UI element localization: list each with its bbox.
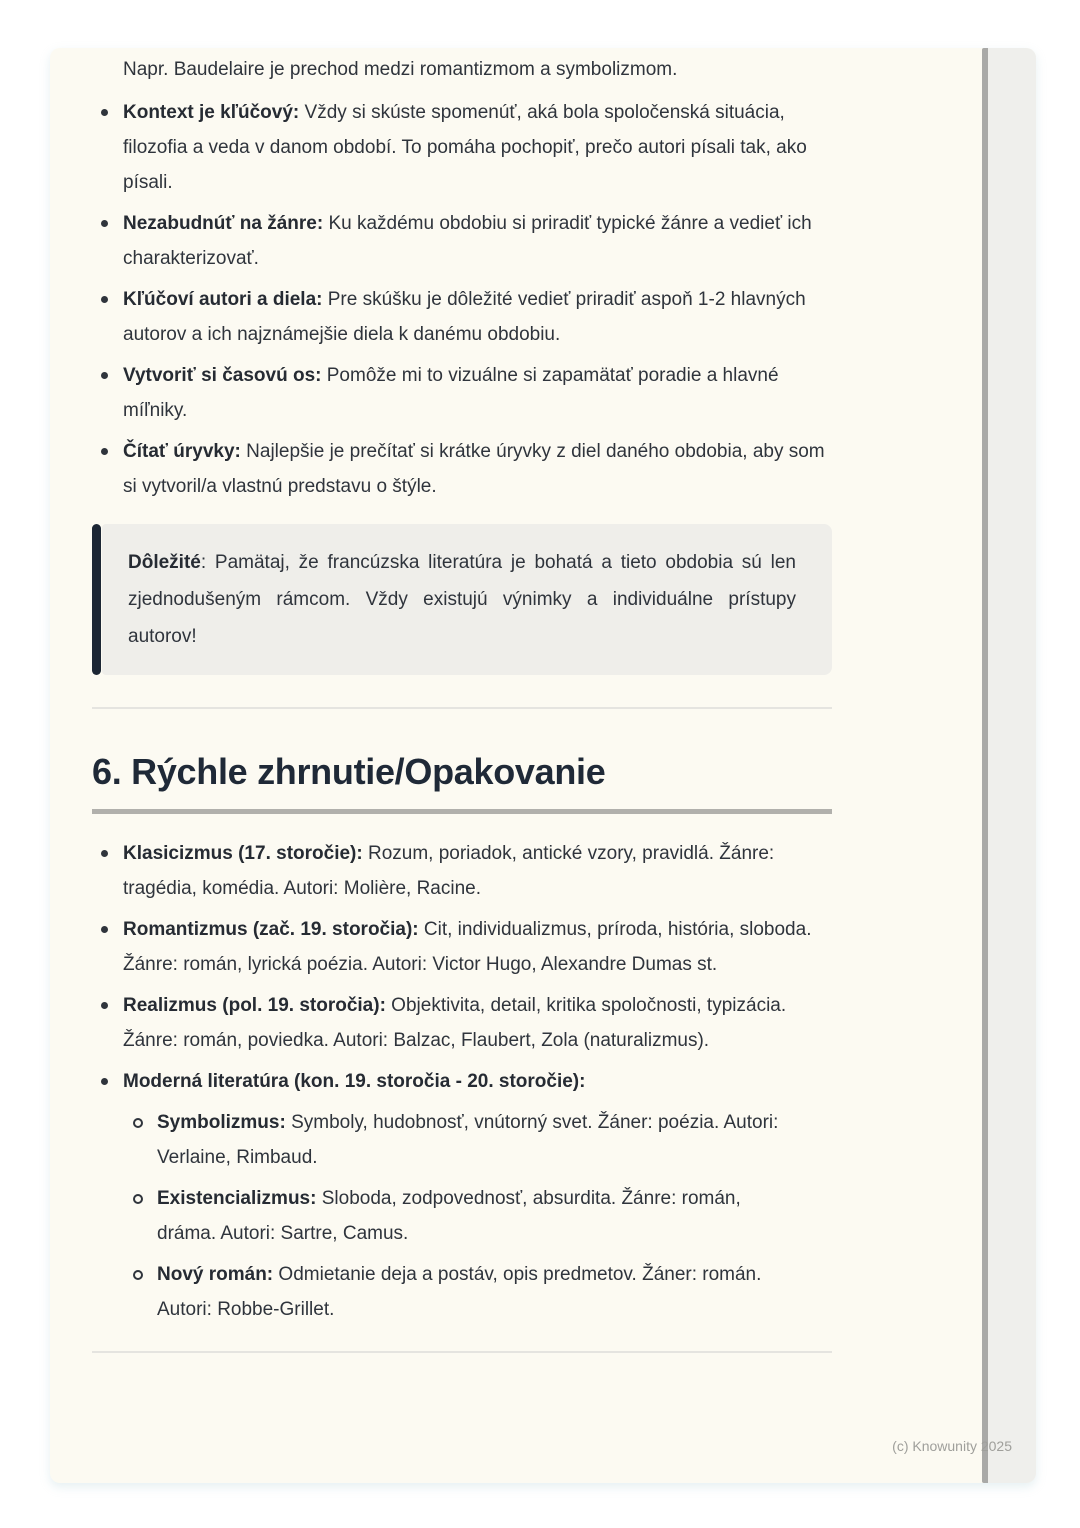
- item-label: Symbolizmus:: [157, 1112, 286, 1133]
- bullet-dot-icon: [101, 850, 108, 857]
- document-page: [50, 48, 1036, 1483]
- list-item-paragraph: [123, 434, 832, 504]
- bullet-circle-icon: [133, 1194, 143, 1204]
- list-item: [92, 282, 832, 352]
- item-label: Klasicizmus (17. storočie):: [123, 843, 363, 864]
- item-label: Kontext je kľúčový:: [123, 102, 300, 123]
- bullet-dot-icon: [101, 926, 108, 933]
- item-label: Čítať úryvky:: [123, 441, 241, 462]
- list-item-paragraph: [123, 1064, 832, 1099]
- list-item: [92, 95, 832, 200]
- callout-body: [102, 524, 832, 675]
- sub-list-item: [123, 1105, 832, 1175]
- list-item-paragraph: [123, 836, 832, 906]
- item-label: Nový román:: [157, 1264, 274, 1285]
- item-label: Moderná literatúra (kon. 19. storočia - 20. storočie):: [123, 1071, 586, 1092]
- item-text: Odmietanie deja a postáv, opis predmetov. Žáner: román. Autori: Robbe-Grillet.: [157, 1264, 762, 1320]
- bullet-dot-icon: [101, 220, 108, 227]
- item-label: Romantizmus (zač. 19. storočia):: [123, 919, 419, 940]
- list-item-paragraph: [157, 1181, 782, 1251]
- list-item-paragraph: [123, 912, 832, 982]
- list-item: [92, 206, 832, 276]
- callout-text: [128, 544, 796, 655]
- item-text: Objektivita, detail, kritika spoločnosti, typizácia. Žánre: román, poviedka. Autori: Balzac, Flaubert, Zola (naturalizmus).: [123, 995, 787, 1051]
- list-item-paragraph: [123, 282, 832, 352]
- item-text: Vždy si skúste spomenúť, aká bola spoločenská situácia, filozofia a veda v danom období. To pomáha pochopiť, prečo autori písali tak, ako písali.: [123, 102, 807, 193]
- summary-sublist: [123, 1105, 832, 1327]
- summary-list: [92, 836, 832, 1327]
- copyright-footer: (c) Knowunity 2025: [892, 1438, 1012, 1454]
- callout-message: : Pamätaj, že francúzska literatúra je bohatá a tieto obdobia sú len zjednodušeným rámcom. Vždy existujú výnimky a individuálne prístupy autorov!: [128, 552, 796, 647]
- study-tips-list: [92, 95, 832, 504]
- item-text: Sloboda, zodpovednosť, absurdita. Žánre: román, dráma. Autori: Sartre, Camus.: [157, 1188, 741, 1244]
- list-item-paragraph: [123, 95, 832, 200]
- item-text: Symboly, hudobnosť, vnútorný svet. Žáner: poézia. Autori: Verlaine, Rimbaud.: [157, 1112, 779, 1168]
- item-label: Realizmus (pol. 19. storočia):: [123, 995, 386, 1016]
- list-item: [92, 988, 832, 1058]
- item-label: Kľúčoví autori a diela:: [123, 289, 323, 310]
- list-item: [92, 836, 832, 906]
- important-callout: [92, 524, 832, 675]
- item-text: Cit, individualizmus, príroda, história, sloboda. Žánre: román, lyrická poézia. Autori: Victor Hugo, Alexandre Dumas st.: [123, 919, 812, 975]
- list-item: [92, 358, 832, 428]
- item-text: Ku každému obdobiu si priradiť typické žánre a vedieť ich charakterizovať.: [123, 213, 812, 269]
- list-item: [92, 1064, 832, 1327]
- bullet-circle-icon: [133, 1270, 143, 1280]
- bullet-dot-icon: [101, 1078, 108, 1085]
- heading-underline: [92, 809, 832, 814]
- list-item-paragraph: [123, 988, 832, 1058]
- list-item-paragraph: [123, 358, 832, 428]
- callout-label: Dôležité: [128, 552, 201, 573]
- section-heading: 6. Rýchle zhrnutie/Opakovanie: [92, 751, 606, 792]
- bullet-dot-icon: [101, 1002, 108, 1009]
- bullet-dot-icon: [101, 296, 108, 303]
- bullet-dot-icon: [101, 372, 108, 379]
- list-item-paragraph: [157, 1257, 782, 1327]
- item-text: Pomôže mi to vizuálne si zapamätať poradie a hlavné míľniky.: [123, 365, 779, 421]
- list-item: [92, 912, 832, 982]
- bullet-dot-icon: [101, 448, 108, 455]
- item-label: Vytvoriť si časovú os:: [123, 365, 322, 386]
- item-text: Pre skúšku je dôležité vedieť priradiť aspoň 1-2 hlavných autorov a ich najznámejšie diela k danému obdobiu.: [123, 289, 806, 345]
- list-item-paragraph: [157, 1105, 782, 1175]
- sub-list-item: [123, 1257, 832, 1327]
- item-text: Najlepšie je prečítať si krátke úryvky z diel daného obdobia, aby som si vytvoril/a vlastnú predstavu o štýle.: [123, 441, 825, 497]
- item-label: Existencializmus:: [157, 1188, 317, 1209]
- section-divider: [92, 707, 832, 709]
- list-item-paragraph: [123, 206, 832, 276]
- scrollbar-track[interactable]: [982, 48, 1036, 1483]
- item-label: Nezabudnúť na žánre:: [123, 213, 324, 234]
- item-text: Rozum, poriadok, antické vzory, pravidlá. Žánre: tragédia, komédia. Autori: Molière, Racine.: [123, 843, 775, 899]
- document-content: [92, 52, 832, 1353]
- paragraph-continuation: Napr. Baudelaire je prechod medzi romantizmom a symbolizmom.: [123, 59, 678, 80]
- callout-accent-bar: [92, 524, 101, 675]
- bullet-circle-icon: [133, 1118, 143, 1128]
- sub-list-item: [123, 1181, 832, 1251]
- bullet-dot-icon: [101, 109, 108, 116]
- bottom-divider: [92, 1351, 832, 1353]
- list-item: [92, 434, 832, 504]
